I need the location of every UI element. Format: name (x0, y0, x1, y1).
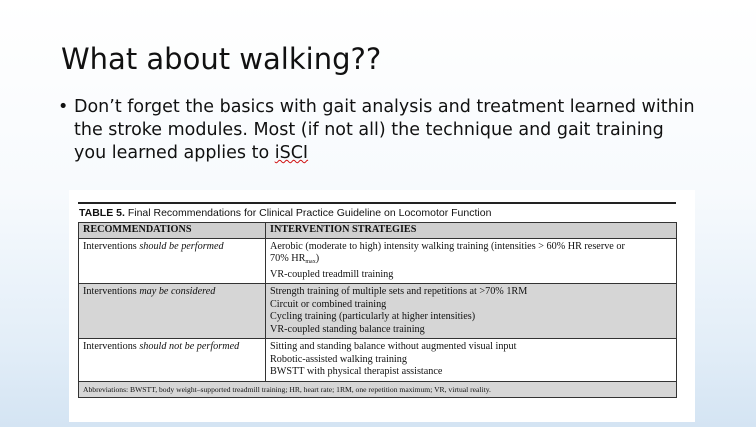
recommendation-cell (79, 238, 266, 284)
recommendation-cell (79, 284, 266, 339)
strategies-cell (266, 238, 677, 284)
rec-emphasis: should be performed (139, 240, 224, 252)
table-top-rule (78, 202, 676, 204)
abbreviations-note: Abbreviations: BWSTT, body weight–supported treadmill training; HR, heart rate; 1RM, one repetition maximum; VR, virtual reality. (79, 381, 677, 397)
rec-prefix: Interventions (83, 240, 140, 252)
table-caption (79, 207, 491, 219)
strategy-line: Circuit or combined training (270, 298, 387, 310)
bullet-point (58, 96, 698, 165)
rec-prefix: Interventions (83, 341, 140, 352)
strategy-line: Sitting and standing balance without augmented visual input (270, 341, 517, 352)
table-header-row (79, 223, 677, 239)
table-row (79, 339, 677, 382)
rec-emphasis: may be considered (139, 286, 216, 297)
bullet-main-text: Don’t forget the basics with gait analysis and treatment learned within the stroke modules. Most (if not all) the technique and gait training you learned applies to (74, 97, 695, 163)
guideline-table-image (69, 190, 695, 422)
table-caption-label: TABLE 5. (79, 207, 125, 219)
strategy-line: Strength training of multiple sets and repetitions at >70% 1RM (270, 286, 528, 297)
header-intervention-strategies: INTERVENTION STRATEGIES (266, 223, 677, 239)
table-row (79, 284, 677, 339)
abbreviations-row (79, 381, 677, 397)
subscript-max: max (305, 259, 316, 265)
strategy-line: VR-coupled standing balance training (270, 323, 425, 335)
strategy-line: VR-coupled treadmill training (270, 268, 394, 280)
recommendation-cell (79, 339, 266, 382)
strategy-line: BWSTT with physical therapist assistance (270, 366, 443, 377)
rec-prefix: Interventions (83, 286, 140, 297)
rec-emphasis: should not be performed (139, 341, 240, 352)
table-row (79, 238, 677, 284)
strategy-text: ) (315, 253, 320, 264)
bullet-text (58, 96, 698, 165)
spellcheck-word: iSCI (274, 143, 309, 163)
recommendations-table (78, 222, 677, 398)
strategy-text: 70% HR (270, 253, 306, 264)
table-caption-text: Final Recommendations for Clinical Practice Guideline on Locomotor Function (124, 207, 492, 219)
strategies-cell (266, 339, 677, 382)
strategy-line: Cycling training (particularly at higher intensities) (270, 311, 476, 322)
header-recommendations: RECOMMENDATIONS (79, 223, 266, 239)
strategy-line (270, 253, 672, 269)
slide-title: What about walking?? (61, 42, 382, 76)
strategy-line: Aerobic (moderate to high) intensity walking training (intensities > 60% HR reserve or (270, 240, 625, 252)
bullet-dot: • (58, 97, 69, 117)
strategy-line: Robotic-assisted walking training (270, 353, 407, 365)
strategies-cell (266, 284, 677, 339)
